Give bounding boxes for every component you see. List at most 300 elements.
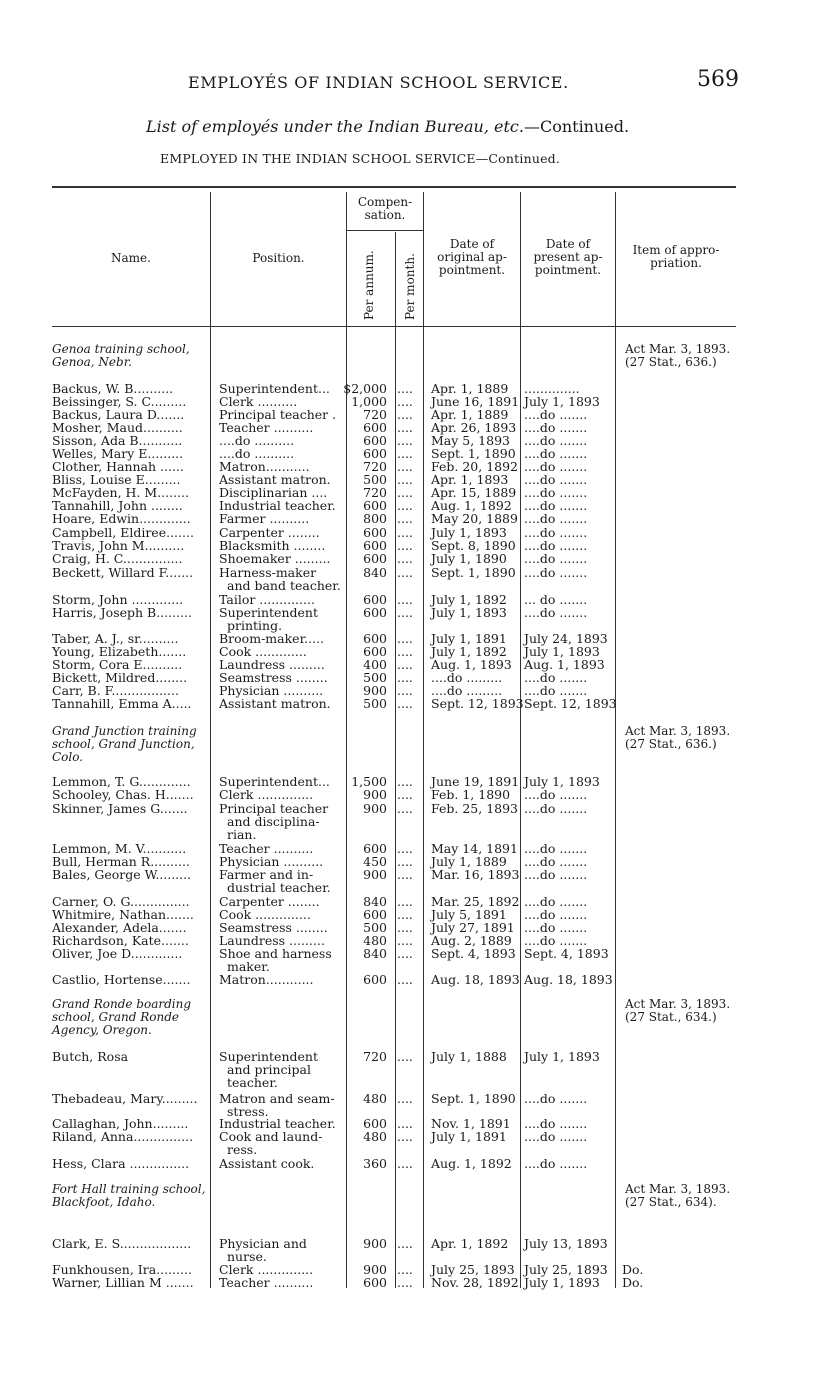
employee-name: Young, Elizabeth.......	[52, 644, 187, 659]
original-appointment-date: Mar. 25, 1892	[431, 894, 520, 909]
per-month-value: ....	[397, 1091, 413, 1106]
per-month-value: ....	[397, 1049, 413, 1064]
appropriation-item: Act Mar. 3, 1893.	[625, 997, 731, 1011]
employee-name: Hess, Clara ...............	[52, 1156, 190, 1171]
per-annum-value: 600	[363, 605, 387, 620]
per-month-value: ....	[397, 592, 413, 607]
header-compensation: Compen-sation.	[357, 195, 413, 222]
original-appointment-date: Sept. 1, 1890	[431, 565, 516, 580]
per-month-value: ....	[397, 485, 413, 500]
employee-position-continued: maker.	[227, 959, 270, 974]
original-appointment-date: Sept. 12, 1893	[431, 696, 524, 711]
employee-position: Matron...........	[219, 459, 310, 474]
per-annum-value: 600	[363, 1275, 387, 1290]
per-annum-value: 360	[363, 1156, 387, 1171]
per-annum-value: 720	[363, 459, 387, 474]
per-annum-value: 900	[363, 787, 387, 802]
table-row	[0, 697, 826, 710]
per-annum-value: 450	[363, 854, 387, 869]
employee-name: Storm, John .............	[52, 592, 184, 607]
header-position: Position.	[252, 251, 305, 265]
original-appointment-date: July 1, 1892	[431, 644, 507, 659]
original-appointment-date: Aug. 18, 1893	[431, 972, 520, 987]
group-title: Genoa training school, Genoa, Nebr.	[52, 342, 190, 369]
original-appointment-date: Apr. 1, 1892	[431, 1236, 509, 1251]
per-month-value: ....	[397, 605, 413, 620]
appropriation-item: Do.	[622, 1262, 644, 1277]
per-annum-value: 400	[363, 657, 387, 672]
present-appointment-date: ....do .......	[524, 854, 588, 869]
employee-position: Industrial teacher.	[219, 1116, 336, 1131]
employee-name: Carner, O. G...............	[52, 894, 190, 909]
original-appointment-date: June 16, 1891	[431, 394, 520, 409]
employee-position: Seamstress ........	[219, 670, 328, 685]
per-month-value: ....	[397, 565, 413, 580]
per-annum-value: 800	[363, 511, 387, 526]
table-row	[0, 1276, 826, 1289]
table-row	[0, 1157, 826, 1170]
per-annum-value: 480	[363, 933, 387, 948]
present-appointment-date: ....do .......	[524, 1129, 588, 1144]
appropriation-item: (27 Stat., 634).	[625, 1195, 717, 1209]
employee-position: Matron............	[219, 972, 314, 987]
per-month-value: ....	[397, 551, 413, 566]
employee-position: Industrial teacher.	[219, 498, 336, 513]
appropriation-item: Do.	[622, 1275, 644, 1290]
original-appointment-date: Nov. 28, 1892	[431, 1275, 519, 1290]
original-appointment-date: Sept. 8, 1890	[431, 538, 516, 553]
employee-name: Funkhousen, Ira.........	[52, 1262, 192, 1277]
employee-name: Schooley, Chas. H.......	[52, 787, 194, 802]
present-appointment-date: Sept. 4, 1893	[524, 946, 609, 961]
employee-position: Laundress .........	[219, 657, 325, 672]
employee-name: Bliss, Louise E.........	[52, 472, 181, 487]
employee-position: Cook ..............	[219, 907, 311, 922]
per-month-value: ....	[397, 657, 413, 672]
original-appointment-date: Aug. 1, 1892	[431, 498, 512, 513]
employee-position: Seamstress ........	[219, 920, 328, 935]
per-month-value: ....	[397, 787, 413, 802]
employee-name: Welles, Mary E.........	[52, 446, 184, 461]
table-row	[0, 565, 826, 593]
header-present-date: Date of present ap-pointment.	[533, 237, 603, 277]
per-month-value: ....	[397, 1116, 413, 1131]
subtitle-italic: List of employés under the Indian Bureau, etc.	[146, 117, 524, 136]
present-appointment-date: ....do .......	[524, 407, 588, 422]
employee-name: Hoare, Edwin.............	[52, 511, 191, 526]
per-month-value: ....	[397, 511, 413, 526]
employee-position: Clerk ..........	[219, 394, 298, 409]
present-appointment-date: Sept. 12, 1893	[524, 696, 617, 711]
per-annum-value: 600	[363, 592, 387, 607]
present-appointment-date: July 13, 1893	[524, 1236, 608, 1251]
header-per-annum: Per annum.	[362, 250, 376, 320]
table-row	[0, 801, 826, 842]
present-appointment-date: ....do .......	[524, 420, 588, 435]
employee-position: Principal teacher .	[219, 407, 337, 422]
header-name: Name.	[111, 251, 151, 265]
present-appointment-date: Aug. 1, 1893	[524, 657, 605, 672]
table-header-rule	[52, 326, 736, 327]
employee-name: Clark, E. S..................	[52, 1236, 192, 1251]
per-annum-value: 900	[363, 867, 387, 882]
per-annum-value: 600	[363, 1116, 387, 1131]
appropriation-item: Act Mar. 3, 1893.	[625, 342, 731, 356]
original-appointment-date: Feb. 1, 1890	[431, 787, 511, 802]
present-appointment-date: ....do .......	[524, 551, 588, 566]
per-month-value: ....	[397, 841, 413, 856]
per-month-value: ....	[397, 801, 413, 816]
present-appointment-date: ....do .......	[524, 894, 588, 909]
employee-position-continued: printing.	[227, 618, 283, 633]
employee-position: Shoe and harness	[219, 946, 332, 961]
employee-position: Assistant matron.	[219, 472, 331, 487]
original-appointment-date: July 25, 1893	[431, 1262, 515, 1277]
employee-name: Richardson, Kate.......	[52, 933, 189, 948]
table-row	[0, 1091, 826, 1119]
employee-name: Bales, George W.........	[52, 867, 192, 882]
original-appointment-date: Mar. 16, 1893	[431, 867, 520, 882]
per-annum-value: 840	[363, 894, 387, 909]
group-title: Grand Ronde boarding school, Grand Ronde Agency, Oregon.	[52, 997, 192, 1037]
per-month-value: ....	[397, 525, 413, 540]
present-appointment-date: ....do .......	[524, 472, 588, 487]
per-annum-value: 840	[363, 946, 387, 961]
present-appointment-date: ....do .......	[524, 565, 588, 580]
running-title: EMPLOYÉS OF INDIAN SCHOOL SERVICE.	[188, 73, 569, 92]
per-annum-value: 600	[363, 446, 387, 461]
table-top-rule	[52, 186, 736, 188]
per-annum-value: 600	[363, 907, 387, 922]
employee-name: Beissinger, S. C.........	[52, 394, 187, 409]
employee-name: Bickett, Mildred........	[52, 670, 188, 685]
present-appointment-date: ....do .......	[524, 1156, 588, 1171]
present-appointment-date: ....do .......	[524, 1116, 588, 1131]
per-month-value: ....	[397, 920, 413, 935]
employee-position-continued: dustrial teacher.	[227, 880, 331, 895]
per-month-value: ....	[397, 394, 413, 409]
present-appointment-date: ....do .......	[524, 538, 588, 553]
employee-position: Teacher ..........	[219, 1275, 314, 1290]
per-month-value: ....	[397, 420, 413, 435]
employee-position: Assistant cook.	[219, 1156, 315, 1171]
original-appointment-date: Aug. 2, 1889	[431, 933, 512, 948]
per-month-value: ....	[397, 894, 413, 909]
employee-position: Disciplinarian ....	[219, 485, 328, 500]
per-month-value: ....	[397, 946, 413, 961]
employee-position: Teacher ..........	[219, 420, 314, 435]
per-month-value: ....	[397, 472, 413, 487]
employee-position-continued: and principal	[227, 1062, 311, 1077]
employee-position: ....do ..........	[219, 446, 295, 461]
original-appointment-date: ....do .........	[431, 670, 503, 685]
present-appointment-date: July 1, 1893	[524, 644, 600, 659]
per-annum-value: 900	[363, 801, 387, 816]
original-appointment-date: July 5, 1891	[431, 907, 507, 922]
table-row	[0, 867, 826, 895]
employee-name: Alexander, Adela.......	[52, 920, 187, 935]
per-annum-value: 720	[363, 1049, 387, 1064]
original-appointment-date: July 1, 1892	[431, 592, 507, 607]
table-row	[0, 552, 826, 565]
employee-name: Lemmon, T. G.............	[52, 774, 191, 789]
original-appointment-date: Aug. 1, 1892	[431, 1156, 512, 1171]
employee-name: Travis, John M..........	[52, 538, 185, 553]
per-annum-value: 600	[363, 498, 387, 513]
present-appointment-date: ....do .......	[524, 1091, 588, 1106]
employee-position: Superintendent	[219, 1049, 318, 1064]
employee-position: Superintendent...	[219, 774, 330, 789]
subtitle	[146, 117, 629, 136]
employee-name: Craig, H. C...............	[52, 551, 183, 566]
per-annum-value: 600	[363, 420, 387, 435]
per-month-value: ....	[397, 696, 413, 711]
present-appointment-date: ....do .......	[524, 670, 588, 685]
present-appointment-date: ....do .......	[524, 511, 588, 526]
per-month-value: ....	[397, 538, 413, 553]
per-month-value: ....	[397, 1236, 413, 1251]
employee-position: Superintendent...	[219, 381, 330, 396]
original-appointment-date: July 1, 1891	[431, 631, 507, 646]
present-appointment-date: ....do .......	[524, 867, 588, 882]
employee-name: Backus, W. B..........	[52, 381, 174, 396]
per-month-value: ....	[397, 1262, 413, 1277]
employee-name: Callaghan, John.........	[52, 1116, 189, 1131]
employee-position: Farmer and in-	[219, 867, 314, 882]
original-appointment-date: Sept. 4, 1893	[431, 946, 516, 961]
employee-name: Warner, Lillian M .......	[52, 1275, 194, 1290]
per-annum-value: 900	[363, 1236, 387, 1251]
subtitle-continued: —Continued.	[523, 117, 630, 136]
per-annum-value: $2,000	[343, 381, 387, 396]
per-annum-value: 1,500	[351, 774, 387, 789]
original-appointment-date: Feb. 20, 1892	[431, 459, 518, 474]
per-annum-value: 480	[363, 1091, 387, 1106]
employee-position: Principal teacher	[219, 801, 329, 816]
per-month-value: ....	[397, 867, 413, 882]
original-appointment-date: July 1, 1891	[431, 1129, 507, 1144]
per-month-value: ....	[397, 433, 413, 448]
original-appointment-date: July 1, 1893	[431, 605, 507, 620]
original-appointment-date: May 14, 1891	[431, 841, 518, 856]
present-appointment-date: July 24, 1893	[524, 631, 608, 646]
table-row	[0, 1129, 826, 1157]
original-appointment-date: July 1, 1890	[431, 551, 507, 566]
per-annum-value: 500	[363, 920, 387, 935]
present-appointment-date: ....do .......	[524, 485, 588, 500]
header-original-date: Date of original ap-pointment.	[437, 237, 507, 277]
original-appointment-date: Apr. 26, 1893	[431, 420, 517, 435]
employee-position: Cook .............	[219, 644, 307, 659]
employee-name: Taber, A. J., sr..........	[52, 631, 179, 646]
employee-position-continued: teacher.	[227, 1075, 278, 1090]
present-appointment-date: ....do .......	[524, 801, 588, 816]
per-annum-value: 720	[363, 485, 387, 500]
per-annum-value: 480	[363, 1129, 387, 1144]
original-appointment-date: ....do .........	[431, 683, 503, 698]
present-appointment-date: ....do .......	[524, 525, 588, 540]
employee-name: Riland, Anna...............	[52, 1129, 194, 1144]
header-item: Item of appro-priation.	[632, 243, 720, 270]
employee-name: Storm, Cora E..........	[52, 657, 183, 672]
employee-position: Physician ..........	[219, 854, 324, 869]
per-annum-value: 840	[363, 565, 387, 580]
table-row	[0, 973, 826, 986]
original-appointment-date: May 5, 1893	[431, 433, 510, 448]
present-appointment-date: July 1, 1893	[524, 1275, 600, 1290]
per-month-value: ....	[397, 446, 413, 461]
per-month-value: ....	[397, 1275, 413, 1290]
employee-position: Clerk ..............	[219, 1262, 314, 1277]
table-row	[0, 946, 826, 974]
appropriation-item: Act Mar. 3, 1893.	[625, 1182, 731, 1196]
per-month-value: ....	[397, 1156, 413, 1171]
table-row	[0, 512, 826, 525]
per-month-value: ....	[397, 1129, 413, 1144]
per-annum-value: 600	[363, 841, 387, 856]
employee-position: Matron and seam-	[219, 1091, 335, 1106]
employee-position: Clerk ..............	[219, 787, 314, 802]
per-annum-value: 500	[363, 696, 387, 711]
employee-position: Teacher ..........	[219, 841, 314, 856]
per-annum-value: 500	[363, 670, 387, 685]
employee-position: Laundress .........	[219, 933, 325, 948]
original-appointment-date: May 20, 1889	[431, 511, 518, 526]
per-month-value: ....	[397, 459, 413, 474]
per-month-value: ....	[397, 933, 413, 948]
present-appointment-date: July 1, 1893	[524, 1049, 600, 1064]
employee-name: Beckett, Willard F.......	[52, 565, 194, 580]
original-appointment-date: June 19, 1891	[431, 774, 520, 789]
employee-position: Carpenter ........	[219, 894, 320, 909]
employee-position: Physician ..........	[219, 683, 324, 698]
appropriation-item: (27 Stat., 636.)	[625, 737, 717, 751]
table-row	[0, 788, 826, 801]
page-number: 569	[697, 67, 739, 92]
employee-position-continued: rian.	[227, 827, 257, 842]
original-appointment-date: Nov. 1, 1891	[431, 1116, 511, 1131]
employee-position-continued: and disciplina-	[227, 814, 320, 829]
original-appointment-date: July 1, 1889	[431, 854, 507, 869]
present-appointment-date: ....do .......	[524, 920, 588, 935]
per-month-value: ....	[397, 381, 413, 396]
per-month-value: ....	[397, 631, 413, 646]
per-annum-value: 600	[363, 631, 387, 646]
employee-position: Cook and laund-	[219, 1129, 323, 1144]
employee-position-continued: and band teacher.	[227, 578, 341, 593]
employee-position: Physician and	[219, 1236, 307, 1251]
present-appointment-date: July 25, 1893	[524, 1262, 608, 1277]
per-annum-value: 600	[363, 525, 387, 540]
employee-position: Assistant matron.	[219, 696, 331, 711]
present-appointment-date: ....do .......	[524, 841, 588, 856]
original-appointment-date: July 1, 1888	[431, 1049, 507, 1064]
employee-position-continued: stress.	[227, 1104, 269, 1119]
employee-position: Tailor ..............	[219, 592, 315, 607]
present-appointment-date: ... do .......	[524, 592, 588, 607]
per-annum-value: 720	[363, 407, 387, 422]
per-month-value: ....	[397, 907, 413, 922]
per-month-value: ....	[397, 683, 413, 698]
group-title: Fort Hall training school, Blackfoot, Idaho.	[52, 1182, 206, 1209]
original-appointment-date: Apr. 1, 1889	[431, 407, 509, 422]
employee-name: Castlio, Hortense.......	[52, 972, 191, 987]
employee-position-continued: ress.	[227, 1142, 258, 1157]
appropriation-item: (27 Stat., 636.)	[625, 355, 717, 369]
per-month-value: ....	[397, 670, 413, 685]
present-appointment-date: July 1, 1893	[524, 394, 600, 409]
appropriation-item: Act Mar. 3, 1893.	[625, 724, 731, 738]
employee-position: Superintendent	[219, 605, 318, 620]
per-month-value: ....	[397, 498, 413, 513]
present-appointment-date: ....do .......	[524, 605, 588, 620]
employee-position: Carpenter ........	[219, 525, 320, 540]
original-appointment-date: Feb. 25, 1893	[431, 801, 518, 816]
employee-name: Carr, B. F.................	[52, 683, 179, 698]
per-annum-value: 500	[363, 472, 387, 487]
header-per-month: Per month.	[403, 253, 417, 320]
original-appointment-date: Apr. 1, 1893	[431, 472, 509, 487]
original-appointment-date: Aug. 1, 1893	[431, 657, 512, 672]
original-appointment-date: July 27, 1891	[431, 920, 515, 935]
per-annum-value: 600	[363, 433, 387, 448]
employee-name: Bull, Herman R..........	[52, 854, 190, 869]
employee-name: McFayden, H. M........	[52, 485, 189, 500]
employee-name: Harris, Joseph B.........	[52, 605, 192, 620]
per-annum-value: 600	[363, 538, 387, 553]
employee-name: Thebadeau, Mary.........	[52, 1091, 198, 1106]
employee-name: Campbell, Eldiree.......	[52, 525, 194, 540]
present-appointment-date: ....do .......	[524, 787, 588, 802]
employee-name: Whitmire, Nathan.......	[52, 907, 194, 922]
present-appointment-date: Aug. 18, 1893	[524, 972, 613, 987]
per-annum-value: 600	[363, 551, 387, 566]
present-appointment-date: ....do .......	[524, 933, 588, 948]
original-appointment-date: Apr. 15, 1889	[431, 485, 517, 500]
present-appointment-date: ....do .......	[524, 683, 588, 698]
per-annum-value: 600	[363, 644, 387, 659]
present-appointment-date: ....do .......	[524, 907, 588, 922]
employee-name: Oliver, Joe D.............	[52, 946, 183, 961]
table-row	[0, 1049, 826, 1090]
table-row	[0, 1236, 826, 1264]
per-month-value: ....	[397, 407, 413, 422]
employee-position: ....do ..........	[219, 433, 295, 448]
employee-name: Butch, Rosa	[52, 1049, 129, 1064]
original-appointment-date: Sept. 1, 1890	[431, 446, 516, 461]
per-annum-value: 900	[363, 1262, 387, 1277]
employee-position-continued: nurse.	[227, 1249, 267, 1264]
section-heading: EMPLOYED IN THE INDIAN SCHOOL SERVICE—Continued.	[160, 151, 561, 166]
employee-position: Broom-maker.....	[219, 631, 325, 646]
appropriation-item: (27 Stat., 634.)	[625, 1010, 717, 1024]
table-row	[0, 605, 826, 633]
employee-position: Farmer ..........	[219, 511, 310, 526]
employee-name: Tannahill, John ........	[52, 498, 183, 513]
employee-name: Lemmon, M. V...........	[52, 841, 187, 856]
per-month-value: ....	[397, 644, 413, 659]
employee-position: Blacksmith ........	[219, 538, 326, 553]
original-appointment-date: July 1, 1893	[431, 525, 507, 540]
per-month-value: ....	[397, 972, 413, 987]
employee-position: Shoemaker .........	[219, 551, 331, 566]
per-annum-value: 1,000	[351, 394, 387, 409]
employee-name: Mosher, Maud..........	[52, 420, 183, 435]
employee-name: Skinner, James G.......	[52, 801, 188, 816]
present-appointment-date: ....do .......	[524, 498, 588, 513]
employee-name: Tannahill, Emma A.....	[52, 696, 192, 711]
employee-name: Clother, Hannah ......	[52, 459, 184, 474]
